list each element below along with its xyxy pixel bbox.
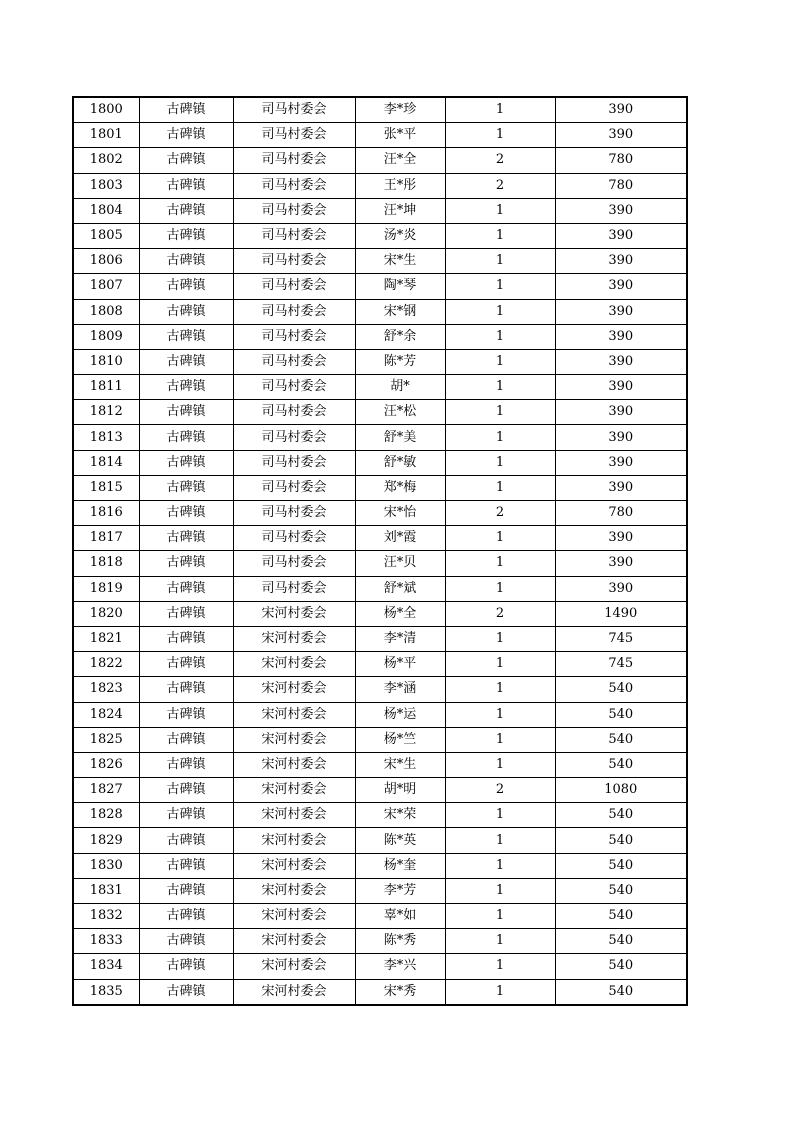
name-cell: 陈*英: [355, 828, 445, 853]
serial-number-cell: 1802: [73, 148, 139, 173]
town-cell: 古碑镇: [139, 198, 233, 223]
name-cell: 李*珍: [355, 97, 445, 123]
amount-cell: 540: [555, 677, 687, 702]
table-row: [73, 979, 687, 1005]
household-count-cell: 1: [445, 929, 555, 954]
amount-cell: 540: [555, 853, 687, 878]
amount-cell: 540: [555, 828, 687, 853]
amount-cell: 1490: [555, 601, 687, 626]
table-row: [73, 878, 687, 903]
amount-cell: 390: [555, 299, 687, 324]
village-cell: 宋河村委会: [233, 727, 355, 752]
village-cell: 司马村委会: [233, 299, 355, 324]
serial-number-cell: 1819: [73, 576, 139, 601]
serial-number-cell: 1818: [73, 551, 139, 576]
amount-cell: 1080: [555, 778, 687, 803]
table-row: [73, 274, 687, 299]
table-row: [73, 97, 687, 123]
name-cell: 汪*贝: [355, 551, 445, 576]
village-cell: 宋河村委会: [233, 904, 355, 929]
serial-number-cell: 1804: [73, 198, 139, 223]
amount-cell: 540: [555, 904, 687, 929]
name-cell: 舒*美: [355, 425, 445, 450]
amount-cell: 390: [555, 349, 687, 374]
amount-cell: 745: [555, 652, 687, 677]
household-count-cell: 1: [445, 979, 555, 1005]
household-count-cell: 1: [445, 349, 555, 374]
name-cell: 陶*琴: [355, 274, 445, 299]
village-cell: 宋河村委会: [233, 626, 355, 651]
serial-number-cell: 1820: [73, 601, 139, 626]
town-cell: 古碑镇: [139, 173, 233, 198]
town-cell: 古碑镇: [139, 274, 233, 299]
amount-cell: 780: [555, 501, 687, 526]
town-cell: 古碑镇: [139, 450, 233, 475]
serial-number-cell: 1835: [73, 979, 139, 1005]
household-count-cell: 1: [445, 551, 555, 576]
amount-cell: 390: [555, 475, 687, 500]
name-cell: 宋*秀: [355, 979, 445, 1005]
town-cell: 古碑镇: [139, 979, 233, 1005]
table-row: [73, 173, 687, 198]
village-cell: 宋河村委会: [233, 752, 355, 777]
table-row: [73, 677, 687, 702]
serial-number-cell: 1823: [73, 677, 139, 702]
village-cell: 宋河村委会: [233, 929, 355, 954]
household-count-cell: 1: [445, 652, 555, 677]
name-cell: 宋*怡: [355, 501, 445, 526]
name-cell: 舒*余: [355, 324, 445, 349]
table-row: [73, 954, 687, 979]
serial-number-cell: 1811: [73, 375, 139, 400]
village-cell: 司马村委会: [233, 324, 355, 349]
table-row: [73, 702, 687, 727]
household-count-cell: 1: [445, 324, 555, 349]
village-cell: 宋河村委会: [233, 702, 355, 727]
records-body: [73, 97, 687, 1005]
table-row: [73, 929, 687, 954]
household-count-cell: 1: [445, 475, 555, 500]
household-count-cell: 1: [445, 123, 555, 148]
town-cell: 古碑镇: [139, 828, 233, 853]
household-count-cell: 1: [445, 878, 555, 903]
name-cell: 李*涵: [355, 677, 445, 702]
name-cell: 杨*平: [355, 652, 445, 677]
serial-number-cell: 1801: [73, 123, 139, 148]
name-cell: 刘*霞: [355, 526, 445, 551]
household-count-cell: 2: [445, 778, 555, 803]
town-cell: 古碑镇: [139, 551, 233, 576]
village-cell: 宋河村委会: [233, 853, 355, 878]
town-cell: 古碑镇: [139, 702, 233, 727]
amount-cell: 540: [555, 878, 687, 903]
village-cell: 司马村委会: [233, 349, 355, 374]
town-cell: 古碑镇: [139, 324, 233, 349]
household-count-cell: 1: [445, 803, 555, 828]
household-count-cell: 1: [445, 904, 555, 929]
name-cell: 杨*竺: [355, 727, 445, 752]
table-row: [73, 551, 687, 576]
village-cell: 宋河村委会: [233, 878, 355, 903]
name-cell: 宋*荣: [355, 803, 445, 828]
town-cell: 古碑镇: [139, 97, 233, 123]
town-cell: 古碑镇: [139, 501, 233, 526]
household-count-cell: 1: [445, 727, 555, 752]
town-cell: 古碑镇: [139, 425, 233, 450]
table-row: [73, 400, 687, 425]
household-count-cell: 1: [445, 400, 555, 425]
village-cell: 司马村委会: [233, 400, 355, 425]
table-row: [73, 526, 687, 551]
serial-number-cell: 1825: [73, 727, 139, 752]
household-count-cell: 1: [445, 576, 555, 601]
name-cell: 陈*秀: [355, 929, 445, 954]
village-cell: 司马村委会: [233, 475, 355, 500]
household-count-cell: 1: [445, 677, 555, 702]
serial-number-cell: 1810: [73, 349, 139, 374]
serial-number-cell: 1833: [73, 929, 139, 954]
serial-number-cell: 1809: [73, 324, 139, 349]
name-cell: 汤*炎: [355, 223, 445, 248]
village-cell: 宋河村委会: [233, 652, 355, 677]
name-cell: 宋*生: [355, 752, 445, 777]
amount-cell: 540: [555, 727, 687, 752]
name-cell: 李*芳: [355, 878, 445, 903]
village-cell: 宋河村委会: [233, 954, 355, 979]
serial-number-cell: 1834: [73, 954, 139, 979]
serial-number-cell: 1805: [73, 223, 139, 248]
serial-number-cell: 1816: [73, 501, 139, 526]
table-row: [73, 375, 687, 400]
name-cell: 汪*松: [355, 400, 445, 425]
town-cell: 古碑镇: [139, 677, 233, 702]
amount-cell: 390: [555, 526, 687, 551]
table-row: [73, 727, 687, 752]
amount-cell: 780: [555, 148, 687, 173]
town-cell: 古碑镇: [139, 475, 233, 500]
serial-number-cell: 1815: [73, 475, 139, 500]
town-cell: 古碑镇: [139, 778, 233, 803]
table-row: [73, 349, 687, 374]
household-count-cell: 2: [445, 501, 555, 526]
serial-number-cell: 1830: [73, 853, 139, 878]
town-cell: 古碑镇: [139, 349, 233, 374]
table-row: [73, 652, 687, 677]
table-row: [73, 626, 687, 651]
household-count-cell: 1: [445, 274, 555, 299]
name-cell: 汪*坤: [355, 198, 445, 223]
town-cell: 古碑镇: [139, 400, 233, 425]
town-cell: 古碑镇: [139, 123, 233, 148]
table-row: [73, 425, 687, 450]
name-cell: 舒*斌: [355, 576, 445, 601]
amount-cell: 390: [555, 375, 687, 400]
village-cell: 司马村委会: [233, 526, 355, 551]
household-count-cell: 1: [445, 97, 555, 123]
household-count-cell: 1: [445, 425, 555, 450]
table-row: [73, 148, 687, 173]
table-row: [73, 249, 687, 274]
table-row: [73, 501, 687, 526]
village-cell: 司马村委会: [233, 123, 355, 148]
name-cell: 舒*敏: [355, 450, 445, 475]
town-cell: 古碑镇: [139, 803, 233, 828]
household-count-cell: 1: [445, 626, 555, 651]
table-row: [73, 475, 687, 500]
town-cell: 古碑镇: [139, 954, 233, 979]
town-cell: 古碑镇: [139, 375, 233, 400]
household-count-cell: 1: [445, 828, 555, 853]
serial-number-cell: 1803: [73, 173, 139, 198]
town-cell: 古碑镇: [139, 526, 233, 551]
household-count-cell: 1: [445, 450, 555, 475]
serial-number-cell: 1821: [73, 626, 139, 651]
town-cell: 古碑镇: [139, 652, 233, 677]
village-cell: 司马村委会: [233, 249, 355, 274]
amount-cell: 390: [555, 324, 687, 349]
household-count-cell: 1: [445, 375, 555, 400]
serial-number-cell: 1824: [73, 702, 139, 727]
table-row: [73, 198, 687, 223]
serial-number-cell: 1812: [73, 400, 139, 425]
amount-cell: 745: [555, 626, 687, 651]
table-row: [73, 299, 687, 324]
household-count-cell: 1: [445, 954, 555, 979]
name-cell: 郑*梅: [355, 475, 445, 500]
name-cell: 李*清: [355, 626, 445, 651]
village-cell: 司马村委会: [233, 97, 355, 123]
town-cell: 古碑镇: [139, 727, 233, 752]
household-count-cell: 1: [445, 752, 555, 777]
table-row: [73, 450, 687, 475]
table-row: [73, 853, 687, 878]
village-cell: 司马村委会: [233, 576, 355, 601]
serial-number-cell: 1806: [73, 249, 139, 274]
serial-number-cell: 1814: [73, 450, 139, 475]
name-cell: 宋*生: [355, 249, 445, 274]
name-cell: 胡*: [355, 375, 445, 400]
name-cell: 杨*运: [355, 702, 445, 727]
table-row: [73, 123, 687, 148]
table-row: [73, 828, 687, 853]
amount-cell: 390: [555, 274, 687, 299]
village-cell: 司马村委会: [233, 425, 355, 450]
village-cell: 宋河村委会: [233, 677, 355, 702]
household-count-cell: 2: [445, 148, 555, 173]
household-count-cell: 1: [445, 198, 555, 223]
village-cell: 司马村委会: [233, 198, 355, 223]
village-cell: 宋河村委会: [233, 601, 355, 626]
name-cell: 杨*奎: [355, 853, 445, 878]
town-cell: 古碑镇: [139, 904, 233, 929]
village-cell: 司马村委会: [233, 551, 355, 576]
amount-cell: 390: [555, 223, 687, 248]
household-count-cell: 2: [445, 173, 555, 198]
amount-cell: 390: [555, 551, 687, 576]
serial-number-cell: 1813: [73, 425, 139, 450]
town-cell: 古碑镇: [139, 878, 233, 903]
amount-cell: 390: [555, 425, 687, 450]
amount-cell: 540: [555, 979, 687, 1005]
name-cell: 张*平: [355, 123, 445, 148]
serial-number-cell: 1807: [73, 274, 139, 299]
serial-number-cell: 1808: [73, 299, 139, 324]
amount-cell: 390: [555, 97, 687, 123]
serial-number-cell: 1822: [73, 652, 139, 677]
village-cell: 司马村委会: [233, 375, 355, 400]
name-cell: 杨*全: [355, 601, 445, 626]
village-cell: 宋河村委会: [233, 778, 355, 803]
household-count-cell: 1: [445, 299, 555, 324]
town-cell: 古碑镇: [139, 148, 233, 173]
name-cell: 李*兴: [355, 954, 445, 979]
name-cell: 王*彤: [355, 173, 445, 198]
town-cell: 古碑镇: [139, 249, 233, 274]
village-cell: 司马村委会: [233, 501, 355, 526]
amount-cell: 390: [555, 198, 687, 223]
village-cell: 司马村委会: [233, 450, 355, 475]
village-cell: 宋河村委会: [233, 828, 355, 853]
household-count-cell: 2: [445, 601, 555, 626]
town-cell: 古碑镇: [139, 626, 233, 651]
town-cell: 古碑镇: [139, 299, 233, 324]
town-cell: 古碑镇: [139, 853, 233, 878]
amount-cell: 540: [555, 954, 687, 979]
table-row: [73, 778, 687, 803]
serial-number-cell: 1827: [73, 778, 139, 803]
name-cell: 汪*全: [355, 148, 445, 173]
village-cell: 司马村委会: [233, 173, 355, 198]
table-row: [73, 904, 687, 929]
serial-number-cell: 1831: [73, 878, 139, 903]
name-cell: 胡*明: [355, 778, 445, 803]
amount-cell: 390: [555, 576, 687, 601]
town-cell: 古碑镇: [139, 752, 233, 777]
amount-cell: 540: [555, 929, 687, 954]
town-cell: 古碑镇: [139, 601, 233, 626]
amount-cell: 780: [555, 173, 687, 198]
table-row: [73, 576, 687, 601]
household-count-cell: 1: [445, 223, 555, 248]
amount-cell: 390: [555, 400, 687, 425]
table-row: [73, 324, 687, 349]
serial-number-cell: 1826: [73, 752, 139, 777]
amount-cell: 540: [555, 752, 687, 777]
amount-cell: 390: [555, 450, 687, 475]
village-cell: 宋河村委会: [233, 803, 355, 828]
serial-number-cell: 1828: [73, 803, 139, 828]
amount-cell: 540: [555, 803, 687, 828]
village-cell: 司马村委会: [233, 223, 355, 248]
household-count-cell: 1: [445, 702, 555, 727]
village-cell: 司马村委会: [233, 148, 355, 173]
town-cell: 古碑镇: [139, 576, 233, 601]
table-row: [73, 803, 687, 828]
household-count-cell: 1: [445, 526, 555, 551]
records-table: [72, 96, 688, 1006]
amount-cell: 390: [555, 249, 687, 274]
name-cell: 宋*钢: [355, 299, 445, 324]
table-row: [73, 752, 687, 777]
amount-cell: 390: [555, 123, 687, 148]
village-cell: 司马村委会: [233, 274, 355, 299]
serial-number-cell: 1829: [73, 828, 139, 853]
table-row: [73, 223, 687, 248]
name-cell: 辜*如: [355, 904, 445, 929]
serial-number-cell: 1800: [73, 97, 139, 123]
amount-cell: 540: [555, 702, 687, 727]
serial-number-cell: 1817: [73, 526, 139, 551]
household-count-cell: 1: [445, 853, 555, 878]
serial-number-cell: 1832: [73, 904, 139, 929]
household-count-cell: 1: [445, 249, 555, 274]
name-cell: 陈*芳: [355, 349, 445, 374]
village-cell: 宋河村委会: [233, 979, 355, 1005]
town-cell: 古碑镇: [139, 223, 233, 248]
town-cell: 古碑镇: [139, 929, 233, 954]
table-row: [73, 601, 687, 626]
